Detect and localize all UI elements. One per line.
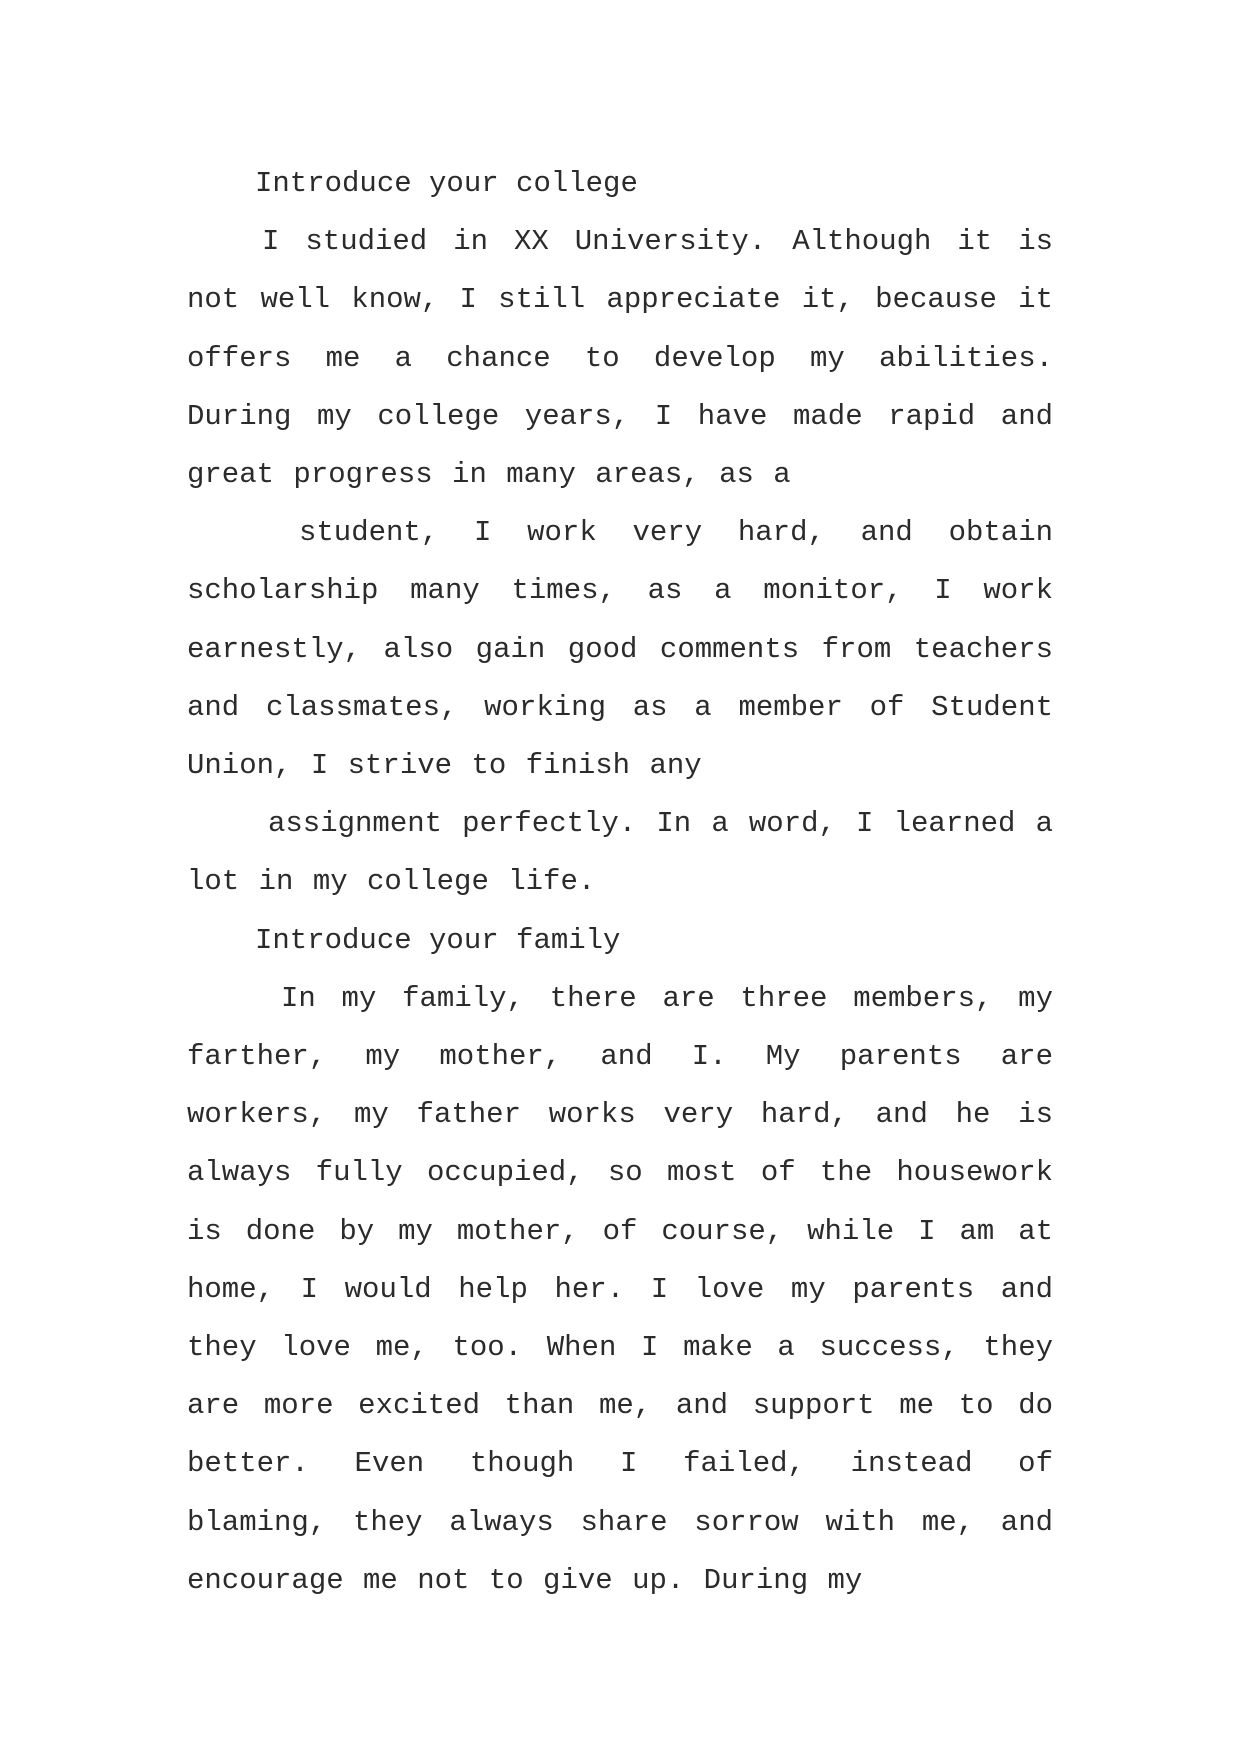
paragraph: In my family, there are three members, my farther, my mother, and I. My parents are workers, my father works very hard, and he is always fully occupied, so most of the housework is done by my mother, of course, while I am at home, I would help her. I love my parents and they love me, too. When I make a success, they are more excited than me, and support me to do better. Even though I failed, instead of blaming, they always share sorrow with me, and encourage me not to give up. During my bbox=[187, 981, 1053, 1597]
paragraph: student, I work very hard, and obtain scholarship many times, as a monitor, I work earnestly, also gain good comments from teachers and classmates, working as a member of Student Union, I strive to finish any bbox=[187, 516, 1053, 783]
section-heading-college: Introduce your college bbox=[255, 167, 638, 200]
paragraph: assignment perfectly. In a word, I learned a lot in my college life. bbox=[187, 807, 1053, 899]
section-heading-family: Introduce your family bbox=[255, 923, 621, 957]
document-body bbox=[187, 155, 1053, 1610]
paragraph: I studied in XX University. Although it is not well know, I still appreciate it, because it offers me a chance to develop my abilities. During my college years, I have made rapid and great progress in many areas, as a bbox=[187, 225, 1053, 492]
